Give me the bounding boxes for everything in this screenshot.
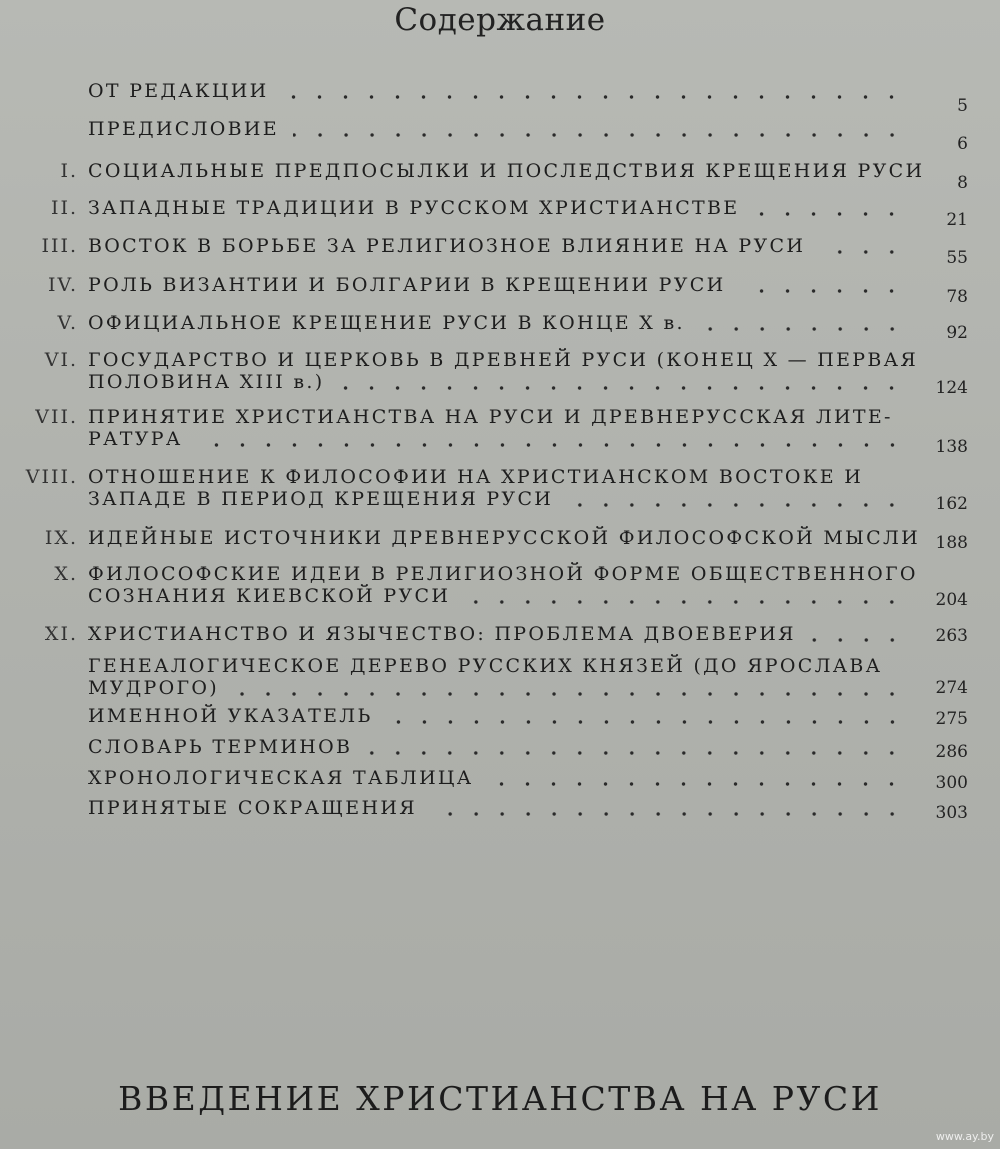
chapter-title-line: ЗАПАДЕ В ПЕРИОД КРЕЩЕНИЯ РУСИ bbox=[88, 488, 554, 510]
page-number: 78 bbox=[946, 287, 968, 307]
chapter-number: X. bbox=[54, 563, 78, 585]
chapter-number: IV. bbox=[48, 274, 78, 296]
dot-leader bbox=[464, 599, 905, 605]
dot-leader bbox=[293, 132, 905, 138]
page-number: 300 bbox=[935, 773, 968, 793]
chapter-number: VII. bbox=[35, 406, 78, 428]
page-number: 162 bbox=[935, 494, 968, 514]
dot-leader bbox=[567, 502, 905, 508]
page-number: 263 bbox=[935, 626, 968, 646]
dot-leader bbox=[753, 211, 905, 217]
chapter-number: I. bbox=[60, 160, 78, 182]
chapter-title-line: ОФИЦИАЛЬНОЕ КРЕЩЕНИЕ РУСИ В КОНЦЕ X в. bbox=[88, 312, 685, 334]
chapter-title-line: СЛОВАРЬ ТЕРМИНОВ bbox=[88, 736, 353, 758]
chapter-title-line: ПРЕДИСЛОВИЕ bbox=[88, 118, 279, 140]
page-number: 6 bbox=[957, 134, 968, 154]
chapter-title bbox=[88, 527, 920, 549]
chapter-number: IX. bbox=[44, 527, 78, 549]
page-number: 138 bbox=[935, 437, 968, 457]
chapter-title-line: ПРИНЯТИЕ ХРИСТИАНСТВА НА РУСИ И ДРЕВНЕРУССКАЯ ЛИТЕ- bbox=[88, 406, 893, 428]
page-number: 92 bbox=[946, 323, 968, 343]
chapter-title-line: ОТНОШЕНИЕ К ФИЛОСОФИИ НА ХРИСТИАНСКОМ ВОСТОКЕ И bbox=[88, 466, 864, 488]
dot-leader bbox=[487, 781, 905, 787]
chapter-number: VIII. bbox=[25, 466, 78, 488]
page-number: 5 bbox=[957, 96, 968, 116]
chapter-title-line: СОЦИАЛЬНЫЕ ПРЕДПОСЫЛКИ И ПОСЛЕДСТВИЯ КРЕЩЕНИЯ РУСИ bbox=[88, 160, 925, 182]
chapter-title-line: ИДЕЙНЫЕ ИСТОЧНИКИ ДРЕВНЕРУССКОЙ ФИЛОСОФСКОЙ МЫСЛИ bbox=[88, 527, 920, 549]
page-number: 286 bbox=[935, 742, 968, 762]
chapter-title-line: СОЗНАНИЯ КИЕВСКОЙ РУСИ bbox=[88, 585, 451, 607]
watermark: www.ay.by bbox=[935, 1130, 994, 1143]
page-number: 124 bbox=[935, 378, 968, 398]
chapter-title bbox=[88, 235, 900, 257]
chapter-title-line: ХРОНОЛОГИЧЕСКАЯ ТАБЛИЦА bbox=[88, 767, 474, 789]
dot-leader bbox=[739, 288, 905, 294]
dot-leader bbox=[387, 719, 905, 725]
chapter-title-line: ГЕНЕАЛОГИЧЕСКОЕ ДЕРЕВО РУССКИХ КНЯЗЕЙ (ДО ЯРОСЛАВА bbox=[88, 655, 883, 677]
page-number: 55 bbox=[946, 248, 968, 268]
dot-leader bbox=[282, 94, 905, 100]
chapter-title-line: ПОЛОВИНА XIII в.) bbox=[88, 371, 325, 393]
chapter-title bbox=[88, 160, 925, 182]
chapter-number: XI. bbox=[44, 623, 78, 645]
page-number: 204 bbox=[935, 590, 968, 610]
dot-leader bbox=[431, 811, 905, 817]
chapter-number: VI. bbox=[44, 349, 78, 371]
page-number: 275 bbox=[935, 709, 968, 729]
page-number: 303 bbox=[935, 803, 968, 823]
chapter-title-line: ВОСТОК В БОРЬБЕ ЗА РЕЛИГИОЗНОЕ ВЛИЯНИЕ НА РУСИ bbox=[88, 235, 806, 257]
chapter-title-line: ИМЕННОЙ УКАЗАТЕЛЬ bbox=[88, 705, 373, 727]
chapter-number: III. bbox=[41, 235, 78, 257]
chapter-title-line: ПРИНЯТЫЕ СОКРАЩЕНИЯ bbox=[88, 797, 417, 819]
chapter-number: II. bbox=[50, 197, 78, 219]
page-number: 21 bbox=[946, 210, 968, 230]
chapter-title-line: ОТ РЕДАКЦИИ bbox=[88, 80, 269, 102]
page-number: 8 bbox=[957, 173, 968, 193]
chapter-title bbox=[88, 623, 900, 645]
chapter-title-line: ФИЛОСОФСКИЕ ИДЕИ В РЕЛИГИОЗНОЙ ФОРМЕ ОБЩЕСТВЕННОГО bbox=[88, 563, 918, 585]
chapter-title-line: ХРИСТИАНСТВО И ЯЗЫЧЕСТВО: ПРОБЛЕМА ДВОЕВЕРИЯ bbox=[88, 623, 796, 645]
page-number: 188 bbox=[935, 533, 968, 553]
section-heading: ВВЕДЕНИЕ ХРИСТИАНСТВА НА РУСИ bbox=[118, 1079, 882, 1118]
chapter-title-line: ГОСУДАРСТВО И ЦЕРКОВЬ В ДРЕВНЕЙ РУСИ (КОНЕЦ X — ПЕРВАЯ bbox=[88, 349, 918, 371]
chapter-title-line: ЗАПАДНЫЕ ТРАДИЦИИ В РУССКОМ ХРИСТИАНСТВЕ bbox=[88, 197, 740, 219]
dot-leader bbox=[233, 691, 905, 697]
chapter-title-line: МУДРОГО) bbox=[88, 677, 219, 699]
dot-leader bbox=[699, 326, 905, 332]
chapter-title-line: РАТУРА bbox=[88, 428, 183, 450]
chapter-number: V. bbox=[57, 312, 78, 334]
chapter-title-line: РОЛЬ ВИЗАНТИИ И БОЛГАРИИ В КРЕЩЕНИИ РУСИ bbox=[88, 274, 726, 296]
dot-leader bbox=[338, 385, 905, 391]
page-title: Содержание bbox=[394, 2, 606, 38]
page-number: 274 bbox=[935, 678, 968, 698]
dot-leader bbox=[366, 750, 905, 756]
dot-leader bbox=[197, 442, 905, 448]
